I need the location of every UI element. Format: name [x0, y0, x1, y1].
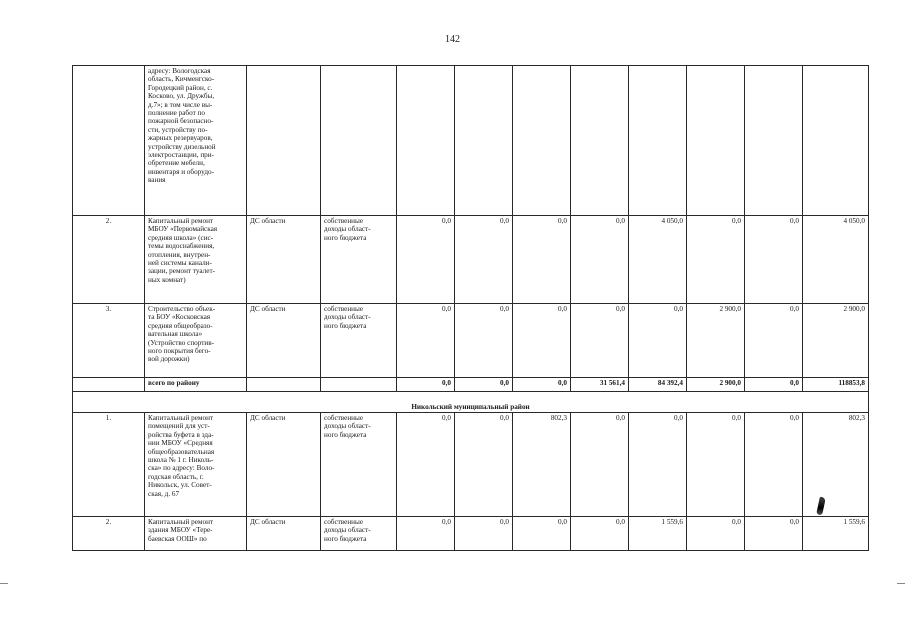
total-value-cell: 0,0 — [455, 378, 513, 392]
value-cell — [687, 66, 745, 216]
value-cell: 4 050,0 — [803, 216, 869, 304]
source-cell: ДС области — [247, 517, 321, 551]
budget-table — [72, 65, 869, 551]
value-cell: 0,0 — [745, 216, 803, 304]
value-cell: 0,0 — [745, 413, 803, 517]
fund-cell: собственные доходы област- ного бюджета — [321, 216, 397, 304]
value-cell — [803, 66, 869, 216]
total-value-cell: 0,0 — [745, 378, 803, 392]
total-value-cell: 84 392,4 — [629, 378, 687, 392]
value-cell: 0,0 — [397, 413, 455, 517]
value-cell: 0,0 — [571, 517, 629, 551]
value-cell — [629, 66, 687, 216]
value-cell: 0,0 — [571, 216, 629, 304]
value-cell: 0,0 — [687, 216, 745, 304]
row-number: 3. — [73, 304, 145, 378]
value-cell — [455, 66, 513, 216]
value-cell: 1 559,6 — [803, 517, 869, 551]
value-cell: 802,3 — [513, 413, 571, 517]
fund-cell — [321, 66, 397, 216]
value-cell: 0,0 — [687, 413, 745, 517]
scan-edge-mark-left — [0, 583, 8, 584]
object-description: Капитальный ремонт помещений для уст- ройства буфета в зда- нии МБОУ «Средняя общеобразовательная школа № 1 г. Николь- ска» по адресу: Воло- годская область, г. Никольск, ул. Совет- ская, д. 67 — [145, 413, 247, 517]
section-header-row — [73, 392, 869, 413]
value-cell — [571, 66, 629, 216]
fund-cell: собственные доходы област- ного бюджета — [321, 413, 397, 517]
value-cell: 0,0 — [745, 304, 803, 378]
table-row — [73, 216, 869, 304]
value-cell — [745, 66, 803, 216]
value-cell: 0,0 — [455, 517, 513, 551]
row-number: 2. — [73, 517, 145, 551]
value-cell: 4 050,0 — [629, 216, 687, 304]
district-heading: Никольский муниципальный район — [73, 392, 869, 413]
page-number: 142 — [445, 34, 460, 45]
row-number — [73, 66, 145, 216]
value-cell: 0,0 — [745, 517, 803, 551]
value-cell: 0,0 — [397, 216, 455, 304]
value-cell: 802,3 — [803, 413, 869, 517]
total-row — [73, 378, 869, 392]
value-cell: 2 900,0 — [803, 304, 869, 378]
total-value-cell: 0,0 — [513, 378, 571, 392]
value-cell: 0,0 — [397, 517, 455, 551]
table-row — [73, 66, 869, 216]
value-cell: 0,0 — [455, 413, 513, 517]
object-description: Капитальный ремонт МБОУ «Первомайская средняя школа» (сис- темы водоснабжения, отопления, внутрен- ней системы канали- зации, ремонт туалет- ных комнат) — [145, 216, 247, 304]
value-cell: 1 559,6 — [629, 517, 687, 551]
value-cell: 0,0 — [629, 413, 687, 517]
value-cell: 0,0 — [397, 304, 455, 378]
value-cell: 2 900,0 — [687, 304, 745, 378]
source-cell — [247, 66, 321, 216]
value-cell — [397, 66, 455, 216]
total-label: всего по району — [145, 378, 247, 392]
total-value-cell: 31 561,4 — [571, 378, 629, 392]
fund-cell: собственные доходы област- ного бюджета — [321, 304, 397, 378]
value-cell: 0,0 — [513, 304, 571, 378]
table-row — [73, 413, 869, 517]
total-value-cell: 2 900,0 — [687, 378, 745, 392]
fund-cell — [321, 378, 397, 392]
value-cell: 0,0 — [571, 413, 629, 517]
value-cell: 0,0 — [455, 304, 513, 378]
fund-cell: собственные доходы област- ного бюджета — [321, 517, 397, 551]
value-cell: 0,0 — [629, 304, 687, 378]
row-number: 2. — [73, 216, 145, 304]
object-description: адресу: Вологодская область, Кичменгско- Городецкий район, с. Косково, ул. Дружбы, д.7»; в том числе вы- полнение работ по пожарной безопасно- сти, устройству по- жарных резервуаров, устройству дизельной электростанции, при- обретение мебели, инвентаря и оборудо- вания — [145, 66, 247, 216]
source-cell — [247, 378, 321, 392]
row-number — [73, 378, 145, 392]
source-cell: ДС области — [247, 216, 321, 304]
value-cell — [513, 66, 571, 216]
source-cell: ДС области — [247, 304, 321, 378]
object-description: Капитальный ремонт здания МБОУ «Тере- баевская ООШ» по — [145, 517, 247, 551]
table-row — [73, 304, 869, 378]
row-number: 1. — [73, 413, 145, 517]
value-cell: 0,0 — [513, 517, 571, 551]
source-cell: ДС области — [247, 413, 321, 517]
value-cell: 0,0 — [455, 216, 513, 304]
value-cell: 0,0 — [687, 517, 745, 551]
total-value-cell: 0,0 — [397, 378, 455, 392]
table-row — [73, 517, 869, 551]
total-value-cell: 118853,8 — [803, 378, 869, 392]
value-cell: 0,0 — [513, 216, 571, 304]
scan-edge-mark-right — [897, 583, 905, 584]
value-cell: 0,0 — [571, 304, 629, 378]
object-description: Строительство объек- та БОУ «Косковская средняя общеобразо- вательная школа» (Устройство спортив- ного покрытия бего- вой дорожки) — [145, 304, 247, 378]
